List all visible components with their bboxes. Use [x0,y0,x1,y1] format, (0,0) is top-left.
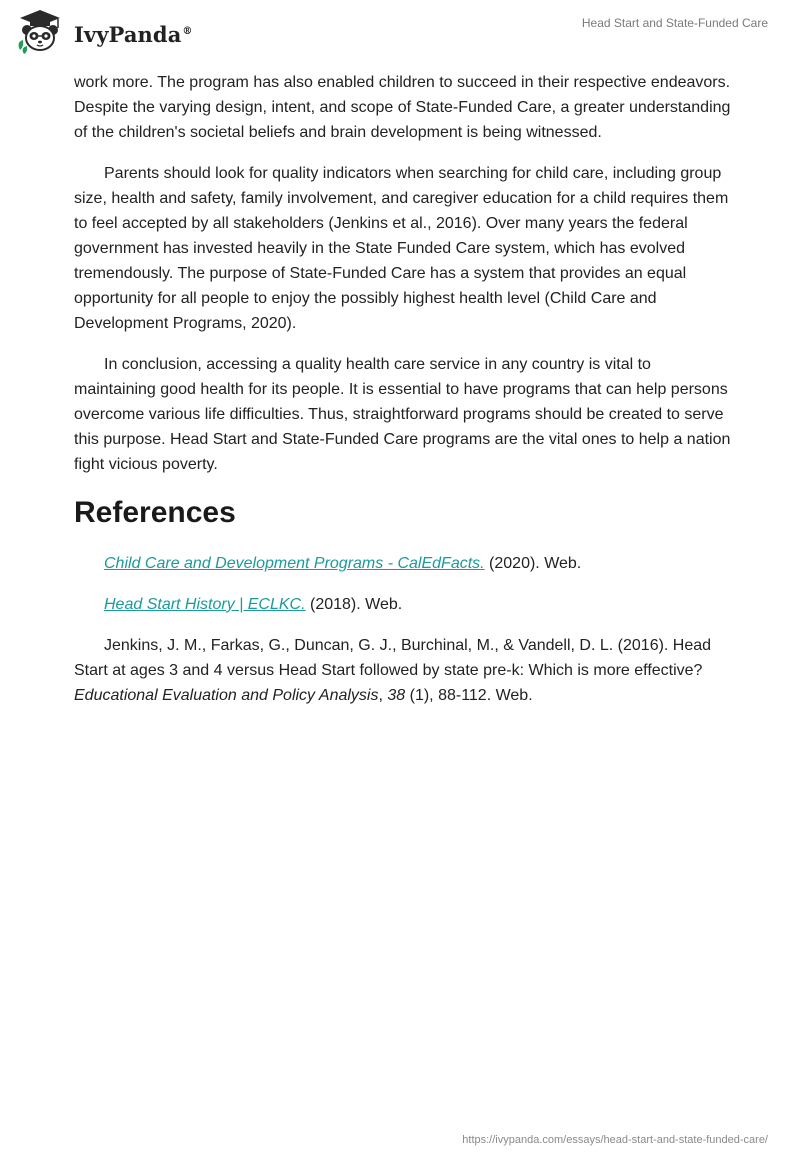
logo-wordmark: IvyPanda® [74,21,193,47]
paragraph-conclusion: In conclusion, accessing a quality health care service in any country is vital to maintaining good health for its people. It is essential to have programs that can help persons overcome various life difficulties. Thus, straightforward programs should be created to serve this purpose. Head Start and State-Funded Care programs are the vital ones to help a nation fight vicious poverty. [74,356,731,473]
reference-journal: Educational Evaluation and Policy Analysis [74,687,379,704]
references-heading: References [74,496,236,529]
reference-volume: 38 [387,687,406,704]
essay-content [74,70,734,724]
reference-separator: , [378,687,388,704]
paragraph-quality-indicators: Parents should look for quality indicators when searching for child care, including group size, health and safety, family involvement, and caregiver education for a child requires them to feel accepted by all stakeholders (Jenkins et al., 2016). Over many years the federal government has invested heavily in the State Funded Care system, which has evolved tremendously. The purpose of State-Funded Care has a system that provides an equal opportunity for all people to enjoy the possibly highest health level (Child Care and Development Programs, 2020). [74,165,729,332]
page-header [0,0,800,62]
reference-rest: (2020). Web. [484,555,582,572]
reference-rest: (2018). Web. [305,596,403,613]
reference-tail: (1), 88-112. Web. [405,687,533,704]
document-title: Head Start and State-Funded Care [581,16,768,30]
paragraph-continuation: work more. The program has also enabled children to succeed in their respective endeavors. Despite the varying design, intent, and scope of State-Funded Care, a greater understanding of the children's societal beliefs and brain development is being witnessed. [74,74,731,141]
ivypanda-logo[interactable] [14,8,193,56]
reference-link-eclkc[interactable]: Head Start History | ECLKC. [104,596,306,613]
reference-authors: Jenkins, J. M., Farkas, G., Duncan, G. J., Burchinal, M., & Vandell, D. L. (2016). Head Start at ages 3 and 4 versus Head Start followed by state pre-k: Which is more effective? [74,637,712,679]
reference-item [74,592,734,617]
panda-mascot-icon [14,8,66,56]
reference-item [74,551,734,576]
reference-item-jenkins [74,633,734,708]
registered-mark: ® [182,25,193,37]
reference-link-caledfacts[interactable]: Child Care and Development Programs - CalEdFacts. [104,555,485,572]
footer-url: https://ivypanda.com/essays/head-start-and-state-funded-care/ [462,1134,768,1146]
